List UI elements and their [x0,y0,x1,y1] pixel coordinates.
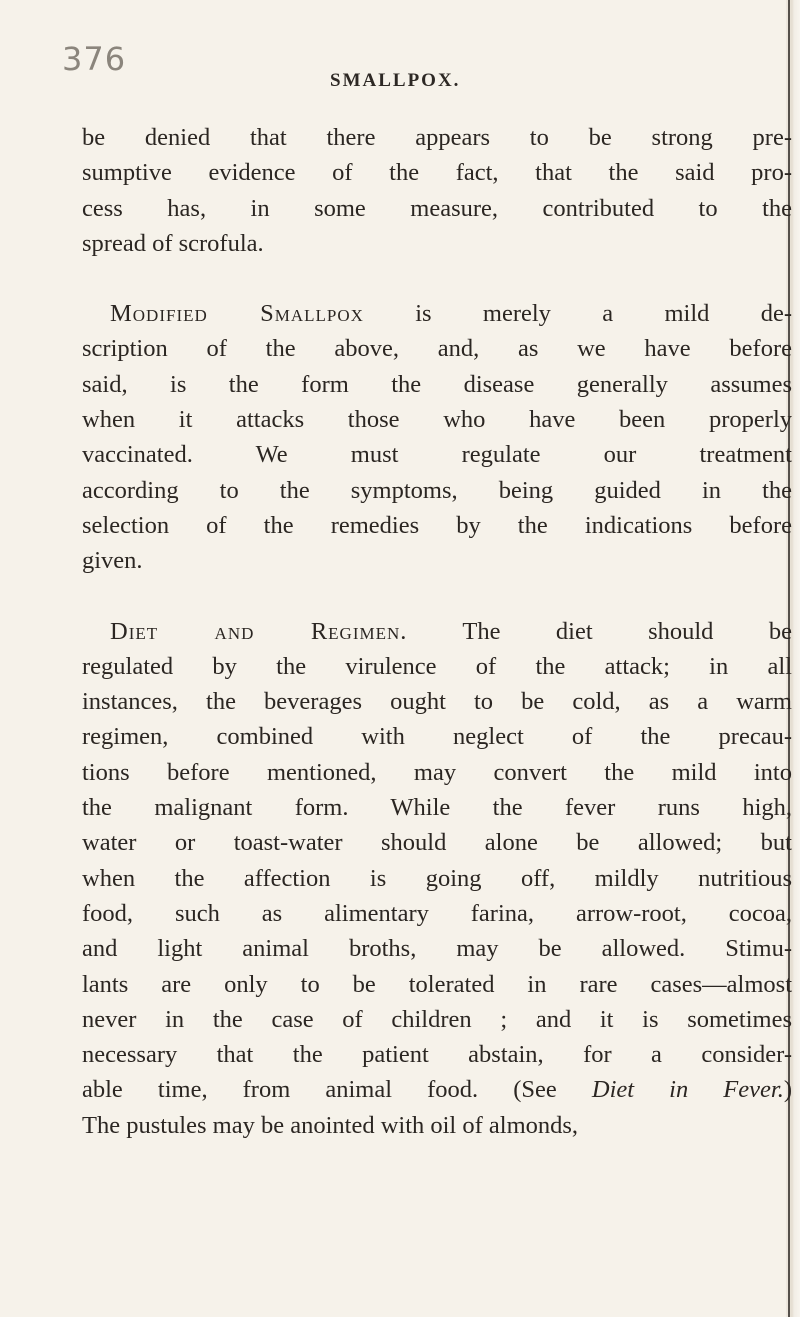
text-line: given. [82,547,143,575]
text-line: never in the case of children ; and it is sometimes [82,1005,792,1033]
text-line: the malignant form. While the fever runs high, [82,794,792,822]
text-line: necessary that the patient abstain, for a consider- [82,1041,792,1069]
text-line: The pustules may be anointed with oil of almonds, [82,1111,579,1139]
text-line: when the affection is going off, mildly nutritious [82,864,792,892]
page-number: 376 [62,40,127,78]
text-line: vaccinated. We must regulate our treatment [82,441,792,469]
text-line: when it attacks those who have been properly [82,406,792,434]
cross-reference: Diet in Fever. [591,1076,784,1104]
text-line: according to the symptoms, being guided in the [82,476,792,504]
text-line: Diet and Regimen. The diet should be [110,617,792,645]
text-line: be denied that there appears to be strong pre- [82,124,792,151]
text-line: tions before mentioned, may convert the mild into [82,758,792,786]
text-line: regimen, combined with neglect of the precau- [82,723,792,751]
text-line: able time, from animal food. (See Diet in Fever.) [82,1076,792,1104]
text-line: sumptive evidence of the fact, that the said pro- [82,159,792,187]
text-line: and light animal broths, may be allowed. Stimu- [82,935,792,963]
paragraph-2 [82,296,798,578]
text-line: spread of scrofula. [82,229,264,257]
text-line: Modified Smallpox is merely a mild de- [110,300,792,328]
paragraph-3 [82,614,798,1143]
section-heading: Modified Smallpox [110,300,364,328]
text-line: scription of the above, and, as we have before [82,335,792,363]
running-head: SMALLPOX. [330,70,461,91]
text-line: said, is the form the disease generally assumes [82,370,792,398]
text-line: cess has, in some measure, contributed to the [82,194,792,222]
text-line: regulated by the virulence of the attack; in all [82,652,792,680]
text-line: lants are only to be tolerated in rare cases—almost [82,970,792,998]
text-line: water or toast-water should alone be allowed; but [82,829,792,857]
body-text [82,120,798,1143]
text-line: food, such as alimentary farina, arrow-root, cocoa, [82,899,792,927]
text-line: selection of the remedies by the indications before [82,511,792,539]
section-heading: Diet and Regimen. [110,617,408,645]
text-line: instances, the beverages ought to be cold, as a warm [82,688,792,716]
paragraph-1 [82,120,798,261]
